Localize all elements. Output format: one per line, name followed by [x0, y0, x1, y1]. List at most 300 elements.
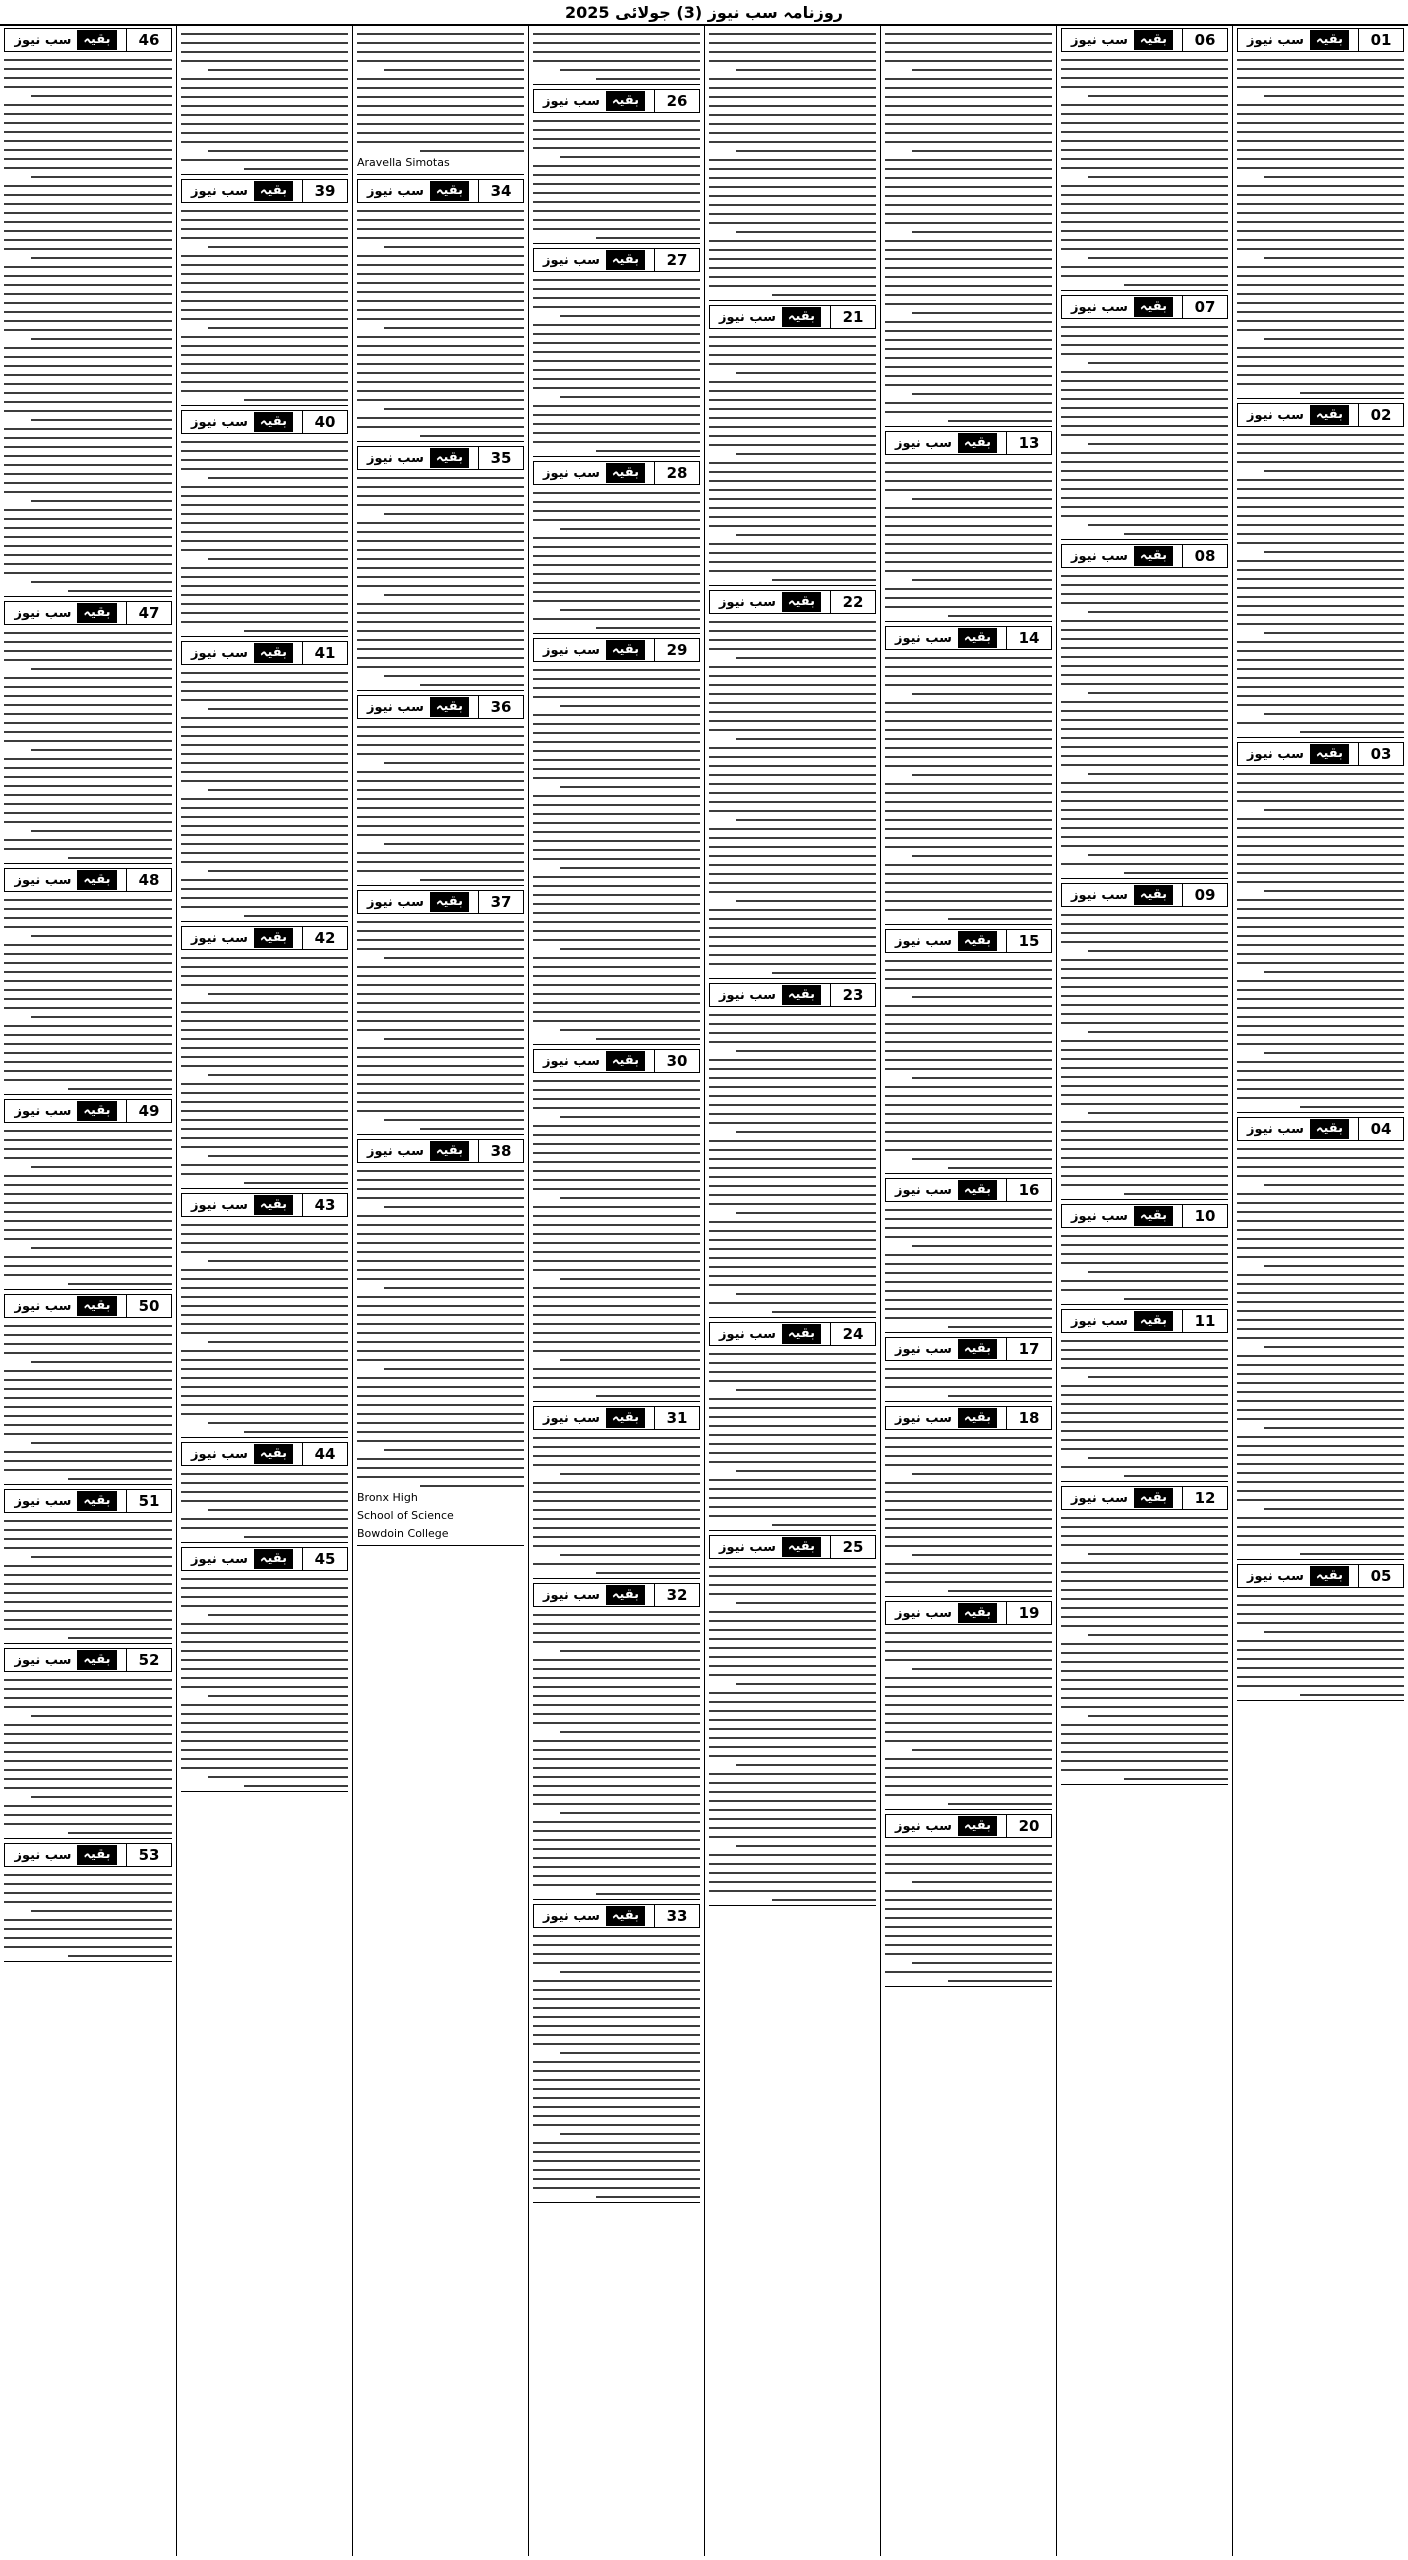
text-line [357, 861, 524, 863]
text-line [596, 2196, 700, 2198]
text-line [709, 507, 876, 509]
text-line [533, 1377, 700, 1379]
block-number: 41 [302, 642, 347, 664]
text-line [4, 908, 172, 910]
text-line [772, 294, 876, 296]
text-line [1061, 1049, 1228, 1051]
text-line [357, 948, 524, 950]
heading-label [886, 1815, 1006, 1837]
block-separator [709, 300, 876, 301]
baqiya-badge: بقیہ [782, 1324, 821, 1344]
latin-snippet: Bowdoin College [357, 1527, 449, 1540]
text-line [208, 477, 348, 479]
text-line [1237, 1526, 1404, 1528]
text-line [4, 1679, 172, 1681]
text-line [533, 2079, 700, 2081]
text-line [948, 918, 1052, 920]
text-line [709, 123, 876, 125]
text-line [1061, 221, 1228, 223]
text-line [384, 513, 524, 515]
text-line [357, 1029, 524, 1031]
text-line [709, 1665, 876, 1667]
text-line [1061, 479, 1228, 481]
text-line [533, 1125, 700, 1127]
text-line [357, 870, 524, 872]
text-line [533, 975, 700, 977]
text-line [885, 1953, 1052, 1955]
heading-label [534, 462, 654, 484]
text-line [1237, 479, 1404, 481]
baqiya-badge: بقیہ [958, 433, 997, 453]
text-line [181, 603, 348, 605]
text-line [1237, 1061, 1404, 1063]
text-line [1061, 1607, 1228, 1609]
block-heading [1061, 1309, 1228, 1333]
text-line [533, 1224, 700, 1226]
block-separator [885, 1332, 1052, 1333]
text-line [357, 255, 524, 257]
text-line [709, 1221, 876, 1223]
heading-label [182, 411, 302, 433]
text-line [709, 336, 876, 338]
text-line [1237, 1490, 1404, 1492]
text-line [357, 852, 524, 854]
text-line [244, 1182, 348, 1184]
text-line [736, 1845, 876, 1847]
body-text [709, 33, 876, 296]
text-line [181, 681, 348, 683]
text-line [1061, 1535, 1228, 1537]
text-line [709, 204, 876, 206]
text-line [533, 2070, 700, 2072]
text-line [709, 132, 876, 134]
text-line [181, 1605, 348, 1607]
text-line [181, 1128, 348, 1130]
text-line [4, 149, 172, 151]
text-line [181, 264, 348, 266]
block-heading [1061, 28, 1228, 52]
block-heading [885, 626, 1052, 650]
text-line [533, 1491, 700, 1493]
heading-label [1062, 545, 1182, 567]
text-line [31, 1910, 172, 1912]
text-line [1061, 923, 1228, 925]
text-line [1061, 620, 1228, 622]
text-line [1061, 1589, 1228, 1591]
text-line [1237, 443, 1404, 445]
baqiya-badge: بقیہ [1134, 885, 1173, 905]
text-line [912, 231, 1052, 233]
text-line [181, 255, 348, 257]
text-line [181, 726, 348, 728]
text-line [885, 666, 1052, 668]
baqiya-badge: بقیہ [958, 628, 997, 648]
text-line [709, 1176, 876, 1178]
text-line [208, 1695, 348, 1697]
text-line [1237, 461, 1404, 463]
text-line [736, 738, 876, 740]
text-line [885, 258, 1052, 260]
text-line [533, 1821, 700, 1823]
text-column [176, 26, 352, 2556]
text-line [181, 879, 348, 881]
text-line [357, 1359, 524, 1361]
text-line [1237, 926, 1404, 928]
text-line [181, 1650, 348, 1652]
text-line [533, 1179, 700, 1181]
text-line [1061, 461, 1228, 463]
text-line [4, 1193, 172, 1195]
block-separator [885, 1809, 1052, 1810]
text-line [1237, 365, 1404, 367]
text-line [1061, 212, 1228, 214]
text-line [4, 563, 172, 565]
text-line [181, 1224, 348, 1226]
subnews-label: سب نیوز [366, 894, 424, 910]
text-line [1061, 755, 1228, 757]
text-line [1237, 524, 1404, 526]
text-line [181, 672, 348, 674]
text-line [533, 759, 700, 761]
text-line [181, 114, 348, 116]
text-line [1061, 1616, 1228, 1618]
text-line [1237, 623, 1404, 625]
text-line [1061, 1385, 1228, 1387]
masthead-title: روزنامہ سب نیوز (3) جولائی 2025 [565, 2, 843, 22]
baqiya-badge: بقیہ [430, 1141, 469, 1161]
text-line [1300, 1106, 1404, 1108]
baqiya-badge: بقیہ [1134, 30, 1173, 50]
text-line [208, 327, 348, 329]
text-line [885, 900, 1052, 902]
text-line [533, 210, 700, 212]
heading-label [710, 1323, 830, 1345]
block-number: 17 [1006, 1338, 1051, 1360]
block-separator [181, 921, 348, 922]
text-line [1237, 845, 1404, 847]
text-line [1237, 59, 1404, 61]
text-line [4, 1343, 172, 1345]
text-line [357, 282, 524, 284]
text-line [1237, 1007, 1404, 1009]
block-number: 05 [1358, 1565, 1403, 1587]
text-line [1237, 1355, 1404, 1357]
text-line [1061, 629, 1228, 631]
text-line [1061, 764, 1228, 766]
text-line [709, 882, 876, 884]
text-line [181, 1011, 348, 1013]
text-line [885, 1122, 1052, 1124]
heading-label [1238, 1118, 1358, 1140]
text-line [1061, 1148, 1228, 1150]
text-line [4, 953, 172, 955]
text-line [1237, 1667, 1404, 1669]
text-line [357, 639, 524, 641]
text-line [357, 630, 524, 632]
text-line [1061, 1253, 1228, 1255]
text-line [709, 1023, 876, 1025]
subnews-label: سب نیوز [542, 252, 600, 268]
text-line [31, 1247, 172, 1249]
text-line [1088, 1553, 1228, 1555]
text-line [533, 1080, 700, 1082]
text-line [181, 345, 348, 347]
text-line [885, 375, 1052, 377]
text-line [4, 917, 172, 919]
text-line [533, 2034, 700, 2036]
text-line [533, 1323, 700, 1325]
text-line [709, 1185, 876, 1187]
subnews-label: سب نیوز [190, 1197, 248, 1213]
text-line [885, 597, 1052, 599]
text-line [181, 1350, 348, 1352]
text-line [533, 1296, 700, 1298]
text-line [208, 1776, 348, 1778]
text-line [533, 1980, 700, 1982]
text-line [1237, 1418, 1404, 1420]
subnews-label: سب نیوز [718, 1326, 776, 1342]
subnews-label: سب نیوز [366, 699, 424, 715]
block-number: 15 [1006, 930, 1051, 952]
subnews-label: سب نیوز [190, 645, 248, 661]
text-line [533, 1641, 700, 1643]
text-line [1061, 1742, 1228, 1744]
block-separator [357, 690, 524, 691]
baqiya-badge: بقیہ [1134, 1488, 1173, 1508]
text-line [533, 921, 700, 923]
text-line [912, 855, 1052, 857]
text-line [709, 1620, 876, 1622]
latin-snippet: School of Science [357, 1509, 454, 1522]
text-line [4, 1601, 172, 1603]
text-line [533, 1251, 700, 1253]
text-line [4, 1628, 172, 1630]
text-line [709, 1158, 876, 1160]
text-line [1237, 560, 1404, 562]
text-line [885, 720, 1052, 722]
text-line [1061, 941, 1228, 943]
text-line [181, 78, 348, 80]
text-line [885, 1014, 1052, 1016]
text-line [4, 266, 172, 268]
heading-label [5, 869, 126, 891]
text-line [912, 693, 1052, 695]
text-line [709, 96, 876, 98]
text-line [709, 1692, 876, 1694]
block-heading [885, 1814, 1052, 1838]
baqiya-badge: بقیہ [606, 1408, 645, 1428]
text-line [533, 714, 700, 716]
text-line [357, 1083, 524, 1085]
block-separator [1061, 1784, 1228, 1785]
text-line [772, 579, 876, 581]
block-heading [181, 179, 348, 203]
text-line [885, 1482, 1052, 1484]
text-line [4, 248, 172, 250]
block-heading [357, 890, 524, 914]
text-line [533, 1287, 700, 1289]
baqiya-badge: بقیہ [606, 463, 645, 483]
text-line [181, 717, 348, 719]
text-line [181, 1110, 348, 1112]
text-line [885, 357, 1052, 359]
text-line [4, 1751, 172, 1753]
text-line [181, 1083, 348, 1085]
text-line [912, 1077, 1052, 1079]
text-line [709, 1059, 876, 1061]
text-line [709, 747, 876, 749]
text-line [181, 1404, 348, 1406]
text-line [885, 1149, 1052, 1151]
text-line [181, 105, 348, 107]
heading-label [710, 1536, 830, 1558]
text-line [31, 1715, 172, 1717]
text-line [208, 789, 348, 791]
text-line [357, 1242, 524, 1244]
text-line [181, 363, 348, 365]
text-line [885, 1086, 1052, 1088]
text-line [181, 897, 348, 899]
text-line [181, 1377, 348, 1379]
text-line [181, 1020, 348, 1022]
text-line [4, 1148, 172, 1150]
text-line [709, 792, 876, 794]
text-line [31, 1166, 172, 1168]
text-line [912, 1962, 1052, 1964]
text-line [357, 354, 524, 356]
text-line [560, 528, 700, 530]
block-separator [181, 174, 348, 175]
text-line [1061, 1652, 1228, 1654]
text-line [181, 1029, 348, 1031]
text-line [357, 930, 524, 932]
text-line [1264, 1052, 1404, 1054]
block-heading [885, 1337, 1052, 1361]
text-line [1237, 668, 1404, 670]
text-line [1237, 302, 1404, 304]
text-line [1061, 488, 1228, 490]
block-heading [181, 641, 348, 665]
text-line [4, 167, 172, 169]
block-separator [1061, 1304, 1228, 1305]
text-line [1237, 641, 1404, 643]
block-separator [4, 596, 172, 597]
text-line [208, 870, 348, 872]
text-line [533, 582, 700, 584]
text-line [709, 1890, 876, 1892]
text-line [1237, 1070, 1404, 1072]
text-line [4, 650, 172, 652]
text-line [181, 1305, 348, 1307]
text-line [533, 297, 700, 299]
text-line [560, 156, 700, 158]
text-line [1237, 230, 1404, 232]
text-line [533, 1668, 700, 1670]
text-line [533, 324, 700, 326]
text-line [533, 669, 700, 671]
text-line [533, 912, 700, 914]
text-line [1237, 1640, 1404, 1642]
text-line [885, 222, 1052, 224]
text-line [709, 1086, 876, 1088]
text-line [357, 603, 524, 605]
text-line [31, 668, 172, 670]
text-line [533, 1314, 700, 1316]
text-line [1061, 452, 1228, 454]
text-line [885, 402, 1052, 404]
text-line [1237, 347, 1404, 349]
block-separator [533, 1044, 700, 1045]
text-line [885, 240, 1052, 242]
text-line [709, 963, 876, 965]
text-line [709, 195, 876, 197]
continuation-block [181, 1442, 348, 1543]
block-heading [533, 1583, 700, 1607]
text-line [181, 1578, 348, 1580]
text-line [4, 1043, 172, 1045]
text-line [357, 345, 524, 347]
text-line [533, 1866, 700, 1868]
continuation-block [181, 179, 348, 406]
text-line [1237, 329, 1404, 331]
text-line [885, 792, 1052, 794]
text-line [533, 1527, 700, 1529]
text-line [912, 1473, 1052, 1475]
text-line [1061, 59, 1228, 61]
text-line [357, 1278, 524, 1280]
text-line [1237, 515, 1404, 517]
text-line [885, 1731, 1052, 1733]
text-line [1237, 1445, 1404, 1447]
block-heading [4, 601, 172, 625]
text-line [885, 33, 1052, 35]
text-line [1088, 1715, 1228, 1717]
text-line [357, 1047, 524, 1049]
text-line [912, 1158, 1052, 1160]
text-line [1237, 221, 1404, 223]
text-line [885, 1140, 1052, 1142]
block-heading [1061, 1204, 1228, 1228]
text-line [181, 816, 348, 818]
block-separator [1061, 1481, 1228, 1482]
text-line [1061, 1085, 1228, 1087]
text-line [1237, 248, 1404, 250]
baqiya-badge: بقیہ [782, 592, 821, 612]
text-line [1237, 881, 1404, 883]
text-line [885, 810, 1052, 812]
text-line [4, 455, 172, 457]
text-line [357, 1260, 524, 1262]
block-separator [533, 633, 700, 634]
text-line [1237, 578, 1404, 580]
text-line [709, 1443, 876, 1445]
text-line [533, 1632, 700, 1634]
text-line [560, 1650, 700, 1652]
masthead [0, 0, 1408, 26]
block-heading [885, 1601, 1052, 1625]
text-line [1061, 593, 1228, 595]
text-line [533, 1500, 700, 1502]
text-line [4, 1061, 172, 1063]
text-line [533, 1107, 700, 1109]
baqiya-badge: بقیہ [430, 892, 469, 912]
text-line [181, 825, 348, 827]
text-line [208, 708, 348, 710]
text-line [709, 471, 876, 473]
text-line [4, 1760, 172, 1762]
text-line [533, 1857, 700, 1859]
text-line [181, 1164, 348, 1166]
